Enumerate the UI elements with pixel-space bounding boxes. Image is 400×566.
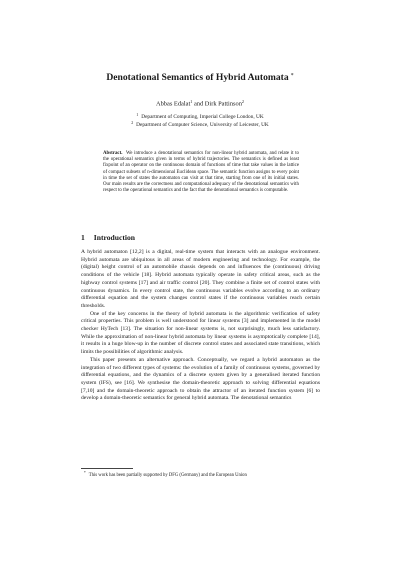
affiliation-text: Department of Computer Science, University of Leicester, UK [136, 122, 269, 128]
abstract [103, 151, 299, 194]
body-text [81, 249, 320, 403]
section-number: 1 [81, 233, 85, 242]
author-conjunction: and [193, 100, 204, 108]
affiliation-mark: 2 [131, 121, 134, 125]
author-name: Abbas Edalat [156, 100, 191, 108]
paragraph: This paper presents an alternative approach. Conceptually, we regard a hybrid automaton as the integration of two different types of systems: the evolution of a family of continuous systems, governed by differential equations, and the dynamics of a discrete system given by a generalised iterated function system (IFS), see [16]. We synthesise the domain-theoretic approach to solving differential equations [7,10] and the domain-theoretic approach to obtain the attractor of an iterated function system [6] to develop a domain-theoretic semantics for general hybrid automata. The denotational semantics [81, 356, 320, 402]
abstract-label: Abstract. [103, 151, 123, 156]
author-name: Dirk Pattinson [204, 100, 242, 108]
title-footnote-marker: * [290, 73, 294, 79]
paper-title-text: Denotational Semantics of Hybrid Automata [106, 72, 289, 83]
footnote-marker: * [84, 471, 86, 475]
footnote-text: This work has been partially supported by DFG (Germany) and the European Union [88, 473, 247, 478]
section-title: Introduction [93, 233, 136, 242]
abstract-text: We introduce a denotational semantics for non-linear hybrid automata, and relate it to the operational semantics given in terms of hybrid trajectories. The semantics is defined as least fixpoint of an operator on the continuous domain of functions of time that take values in the lattice of compact subsets of n-dimensional Euclidean space. The semantic function assigns to every point in time the set of states the automaton can visit at that time, starting from one of its initial states. Our main results are the correctness and computational adequacy of the denotational semantics with respect to the operational semantics and the fact that the denotational semantics is computable. [103, 151, 299, 194]
author-line [0, 99, 400, 108]
author-affiliation-mark: 1 [190, 99, 193, 104]
paragraph: A hybrid automaton [12,2] is a digital, real-time system that interacts with an analogue environment. Hybrid automata are ubiquitous in all areas of modern engineering and technology. For example, the (digital) height control of an automobile chassis depends on and influences the (continuous) driving conditions of the vehicle [18]. Hybrid automata typically operate in safety critical areas, such as the highway control systems [17] and air traffic control [20]. They combine a finite set of control states with continuous dynamics. In every control state, the continuous variables evolve according to an ordinary differential equation and the system changes control states if the continuous variables reach certain thresholds. [81, 249, 320, 309]
affiliation-mark: 1 [136, 113, 139, 117]
affiliation [0, 121, 400, 128]
author-affiliation-mark: 2 [241, 99, 244, 104]
footnote [84, 471, 320, 479]
paragraph: One of the key concerns in the theory of hybrid automata is the algorithmic verification of safety critical properties. This problem is well understood for linear systems [3] and implemented in the model checker HyTech [13]. The situation for non-linear systems is, not surprisingly, much less satisfactory. While the approximation of non-linear hybrid automata by linear systems is asymptotically complete [14], it results in a huge blow-up in the number of discrete control states and associated state transitions, which limits the possibilities of algorithmic analysis. [81, 310, 320, 356]
paper-title [0, 72, 400, 83]
affiliation-text: Department of Computing, Imperial College London, UK [141, 114, 264, 120]
affiliation [0, 113, 400, 120]
footnote-rule [81, 468, 133, 469]
section-heading [81, 233, 135, 242]
